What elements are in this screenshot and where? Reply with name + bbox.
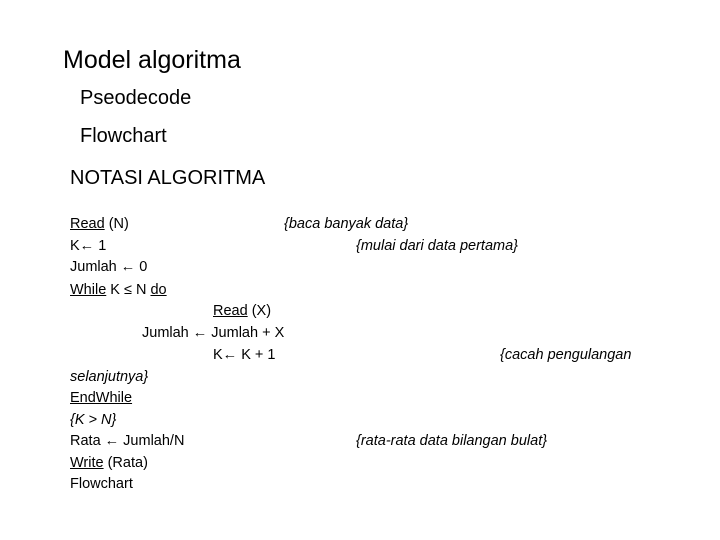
code-line-read-x	[213, 304, 271, 319]
slide-title: Model algoritma	[63, 46, 241, 74]
code-line-read-n	[70, 217, 129, 232]
code-line-while	[70, 283, 167, 298]
write-keyword: Write	[70, 455, 104, 471]
read-keyword: Read	[70, 216, 105, 232]
while-keyword: While	[70, 282, 107, 298]
code-line-endwhile: EndWhile	[70, 390, 133, 406]
subtitle-pseudocode: Pseodecode	[80, 87, 192, 109]
code-line-flowchart: Flowchart	[70, 476, 133, 492]
comment-baca: {baca banyak data}	[284, 216, 409, 232]
read-keyword: Read	[213, 303, 248, 319]
notasi-heading: NOTASI ALGORITMA	[70, 167, 266, 189]
read-n-args: (N)	[104, 216, 129, 232]
do-keyword: do	[150, 282, 167, 298]
comment-mulai: {mulai dari data pertama}	[356, 238, 519, 254]
code-line-k-assign: K← 1	[70, 238, 107, 254]
code-line-rata: Rata ← Jumlah/N	[70, 433, 185, 449]
code-line-write	[70, 456, 148, 471]
comment-rata: {rata-rata data bilangan bulat}	[356, 433, 548, 449]
read-x-args: (X)	[247, 303, 272, 319]
comment-cacah: {cacah pengulangan	[500, 347, 632, 363]
comment-selanjutnya: selanjutnya}	[70, 369, 149, 385]
subtitle-flowchart: Flowchart	[80, 125, 167, 147]
while-condition: K ≤ N	[106, 282, 151, 298]
code-line-k-increment: K← K + 1	[213, 347, 276, 363]
code-line-jumlah-init: Jumlah ← 0	[70, 259, 148, 275]
code-line-jumlah-update: Jumlah ← Jumlah + X	[142, 325, 285, 341]
write-args: (Rata)	[103, 455, 148, 471]
comment-k-gt-n: {K > N}	[70, 412, 117, 428]
